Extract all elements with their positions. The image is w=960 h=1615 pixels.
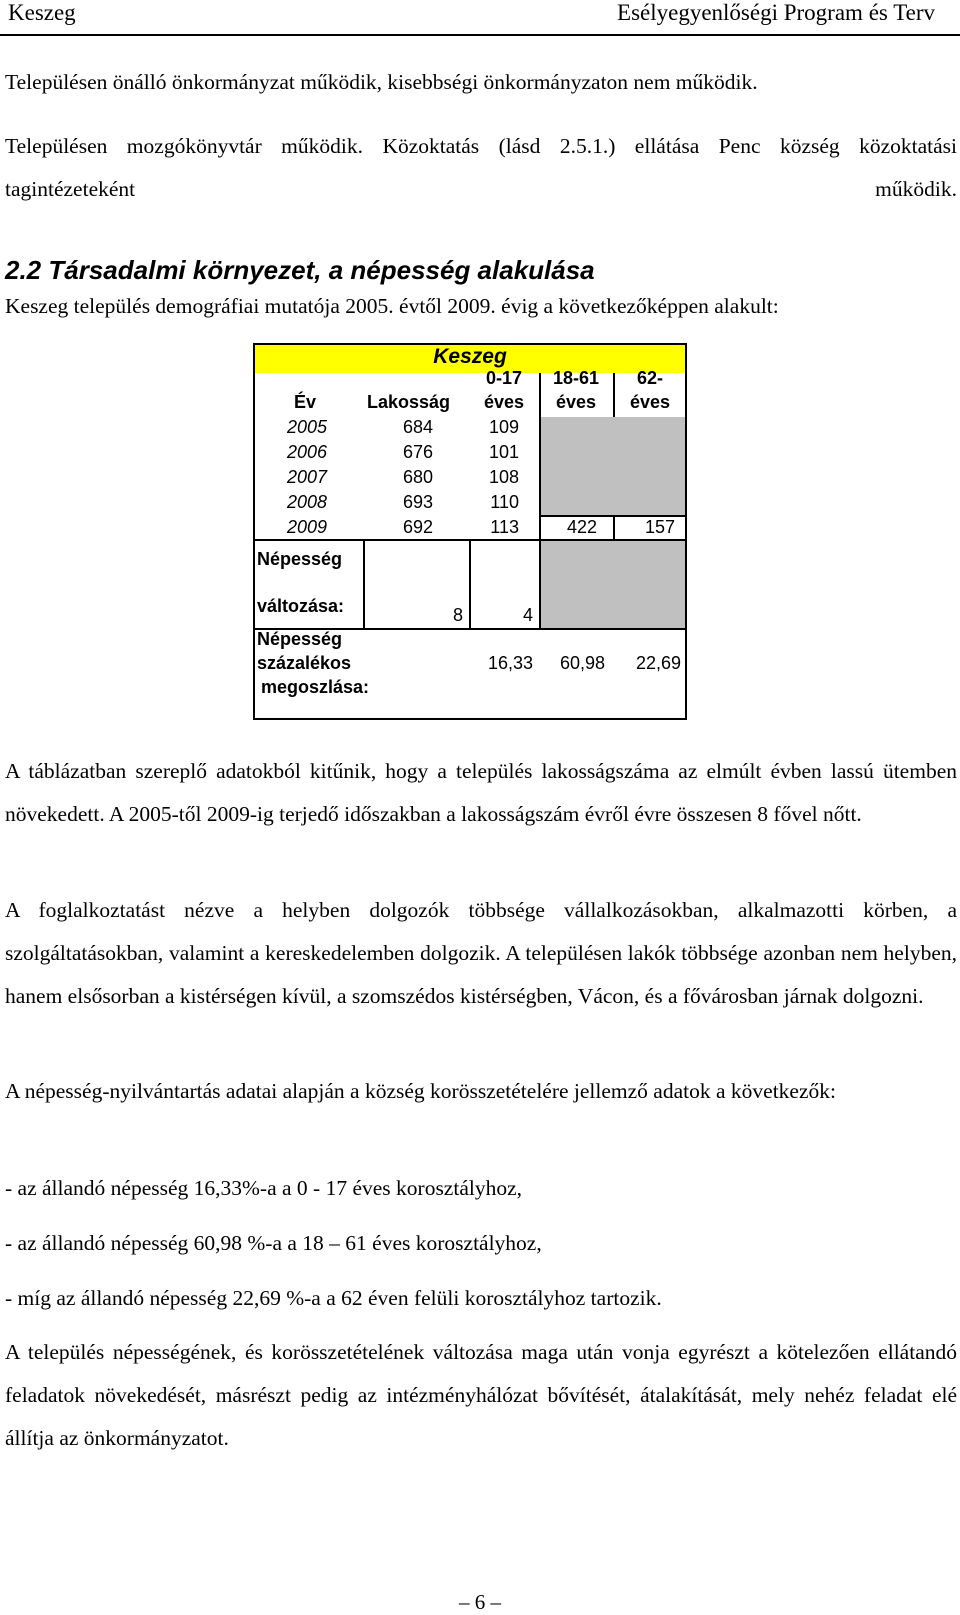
table-row-year: 2005 [286,417,327,437]
distribution-label-line2: százalékos [257,653,352,673]
header-title-left: Keszeg [8,0,76,25]
table-row-age0-17: 101 [488,442,519,462]
distribution-label-line3: megoszlása: [261,677,370,697]
paragraph-library-education: Településen mozgókönyvtár működik. Közoktatás (lásd 2.5.1.) ellátása Penc község közoktatási tagintézeteként működik. [5,134,957,201]
change-label-line2: változása: [257,596,345,616]
distribution-age0-17: 16,33 [487,653,533,673]
table-row-pop: 680 [402,467,433,487]
table-row-pop: 676 [402,442,433,462]
header-rule [0,34,960,36]
demography-table [253,343,703,720]
table-row-year: 2009 [286,517,327,537]
paragraph-table-conclusion: A táblázatban szereplő adatokból kitűnik, hogy a település lakosságszáma az elmúlt évben lassú ütemben növekedett. A 2005-től 2009-ig terjedő időszakban a lakosságszám évről évre összesen 8 fővel nőtt. [5,759,957,826]
page-number: – 6 – [459,1590,501,1614]
change-pop: 8 [452,605,463,625]
header-ev: Év [293,392,317,412]
header-age-18-61-line1: 18-61 [552,368,600,388]
paragraph-consequences: A település népességének, és korösszetételének változása maga után vonja egyrészt a kötelezően ellátandó feladatok növekedését, másrészt pedig az intézményhálózat bővítését, átalakítását, mely nehéz feladat elé állítja az önkormányzatot. [5,1340,957,1450]
change-missing-area [541,541,685,629]
paragraph-employment: A foglalkoztatást nézve a helyben dolgozók többsége vállalkozásokban, alkalmazotti körben, a szolgáltatásokban, valamint a kereskedelemben dolgozik. A településen lakók többsége azonban nem helyben, hanem elsősorban a kistérségen kívül, a szomszédos kistérségben, Vácon, és a fővárosban járnak dolgozni. [5,898,957,1008]
distribution-age62: 22,69 [635,653,681,673]
header-age-18-61-line2: éves [555,392,597,412]
table-title: Keszeg [433,345,507,368]
list-item-age-18-61: - az állandó népesség 60,98 %-a a 18 – 61 éves korosztályhoz, [5,1231,542,1255]
table-row-age0-17: 110 [490,492,519,512]
table-row-year: 2007 [286,467,327,487]
change-divider [363,539,365,629]
paragraph-age-data-intro: A népesség-nyilvántartás adatai alapján a község korösszetételére jellemző adatok a következők: [5,1079,836,1103]
table-row-age62: 157 [644,517,675,537]
header-age-0-17-line1: 0-17 [485,368,523,388]
header-divider [613,373,615,417]
header-divider [539,373,541,417]
table-row-pop: 684 [402,417,433,437]
header-age-0-17-line2: éves [483,392,525,412]
change-age0-17: 4 [522,605,533,625]
distribution-age18-61: 60,98 [559,653,605,673]
change-label-line1: Népesség [257,549,343,569]
table-row-age0-17: 113 [490,517,519,537]
list-item-age-62: - míg az állandó népesség 22,69 %-a a 62 éven felüli korosztályhoz tartozik. [5,1286,662,1310]
header-lakossag: Lakosság [367,392,451,412]
missing-data-area [539,417,685,517]
change-divider [469,539,471,629]
paragraph-demography-intro: Keszeg település demográfiai mutatója 2005. évtől 2009. évig a következőképpen alakult: [5,294,779,318]
section-title: 2.2 Társadalmi környezet, a népesség alakulása [5,255,595,285]
paragraph-self-government: Településen önálló önkormányzat működik, kisebbségi önkormányzaton nem működik. [5,70,758,94]
table-row-age18-61: 422 [566,517,597,537]
table-row-pop: 692 [402,517,433,537]
list-item-age-0-17: - az állandó népesség 16,33%-a a 0 - 17 éves korosztályhoz, [5,1176,523,1200]
header-age-62-line1: 62- [636,368,663,388]
table-row-age0-17: 109 [488,417,519,437]
table-row-pop: 693 [402,492,433,512]
table-row-age0-17: 108 [488,467,519,487]
table-row-year: 2008 [286,492,327,512]
header-title-right: Esélyegyenlőségi Program és Terv [617,0,935,25]
table-row-year: 2006 [286,442,327,462]
page-header [0,0,960,30]
distribution-label-line1: Népesség [257,629,343,649]
header-age-62-line2: éves [629,392,671,412]
